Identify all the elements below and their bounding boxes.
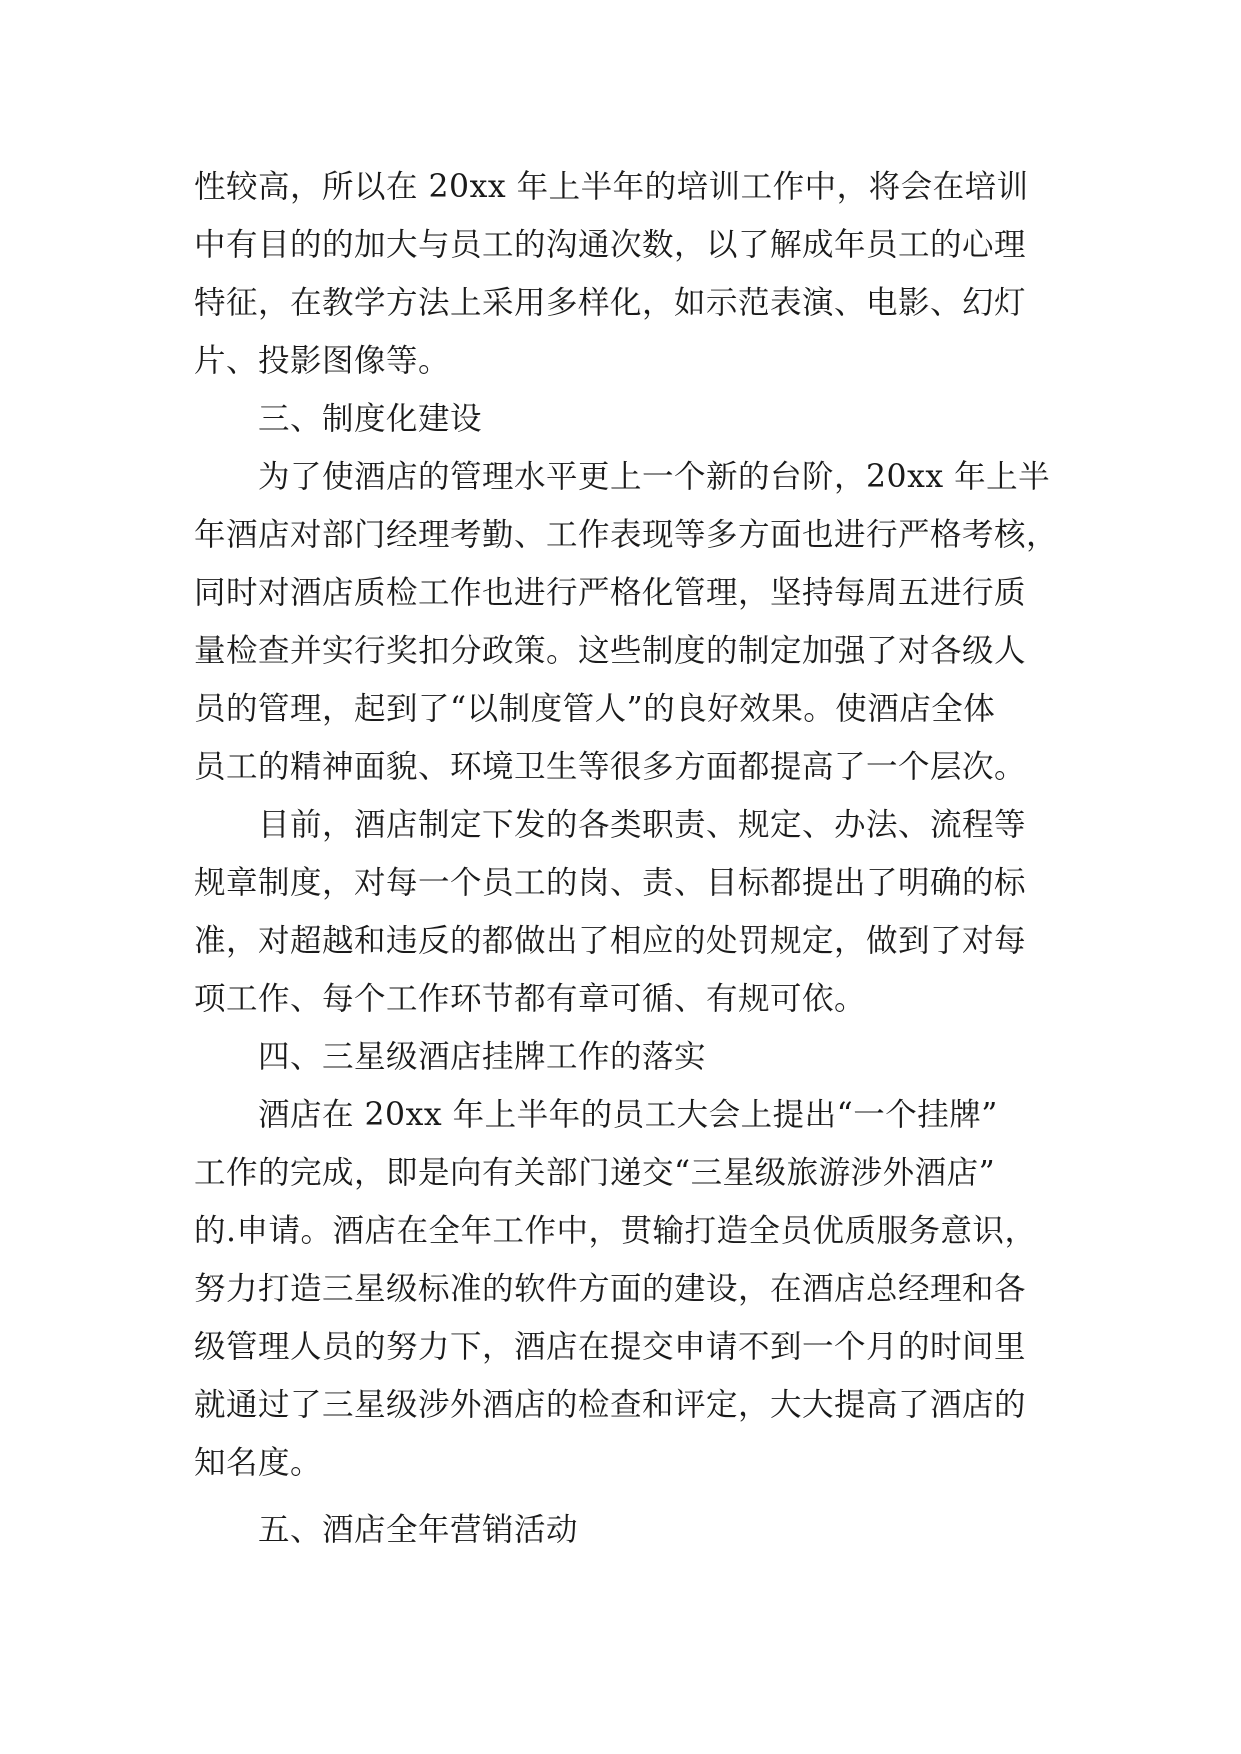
text-line: 规章制度，对每一个员工的岗、责、目标都提出了明确的标 — [194, 865, 1027, 901]
text-line: 准，对超越和违反的都做出了相应的处罚规定，做到了对每 — [194, 923, 1027, 959]
text-line: 量检查并实行奖扣分政策。这些制度的制定加强了对各级人 — [194, 633, 1027, 669]
text-line: 工作的完成，即是向有关部门递交“三星级旅游涉外酒店” — [194, 1155, 996, 1191]
text-line: 为了使酒店的管理水平更上一个新的台阶，20xx 年上半 — [258, 459, 1051, 495]
text-line: 级管理人员的努力下，酒店在提交申请不到一个月的时间里 — [194, 1329, 1027, 1365]
text-line: 的.申请。酒店在全年工作中，贯输打造全员优质服务意识， — [194, 1213, 1037, 1249]
text-line: 年酒店对部门经理考勤、工作表现等多方面也进行严格考核， — [194, 517, 1059, 553]
text-line: 知名度。 — [194, 1445, 323, 1481]
text-line: 员工的精神面貌、环境卫生等很多方面都提高了一个层次。 — [194, 749, 1027, 785]
text-line: 片、投影图像等。 — [194, 343, 451, 379]
text-line: 性较高，所以在 20xx 年上半年的培训工作中，将会在培训 — [194, 169, 1029, 205]
text-line: 特征，在教学方法上采用多样化，如示范表演、电影、幻灯 — [194, 285, 1027, 321]
text-line: 同时对酒店质检工作也进行严格化管理，坚持每周五进行质 — [194, 575, 1027, 611]
section-heading: 五、酒店全年营销活动 — [258, 1512, 579, 1548]
text-line: 中有目的的加大与员工的沟通次数，以了解成年员工的心理 — [194, 227, 1027, 263]
section-heading: 三、制度化建设 — [258, 401, 483, 437]
text-line: 项工作、每个工作环节都有章可循、有规可依。 — [194, 981, 867, 1017]
text-line: 努力打造三星级标准的软件方面的建设，在酒店总经理和各 — [194, 1271, 1027, 1307]
text-line: 就通过了三星级涉外酒店的检查和评定，大大提高了酒店的 — [194, 1387, 1027, 1423]
text-line: 酒店在 20xx 年上半年的员工大会上提出“一个挂牌” — [258, 1097, 998, 1133]
text-line: 员的管理，起到了“以制度管人”的良好效果。使酒店全体 — [194, 691, 996, 727]
section-heading: 四、三星级酒店挂牌工作的落实 — [258, 1039, 707, 1075]
text-line: 目前，酒店制定下发的各类职责、规定、办法、流程等 — [258, 807, 1027, 843]
